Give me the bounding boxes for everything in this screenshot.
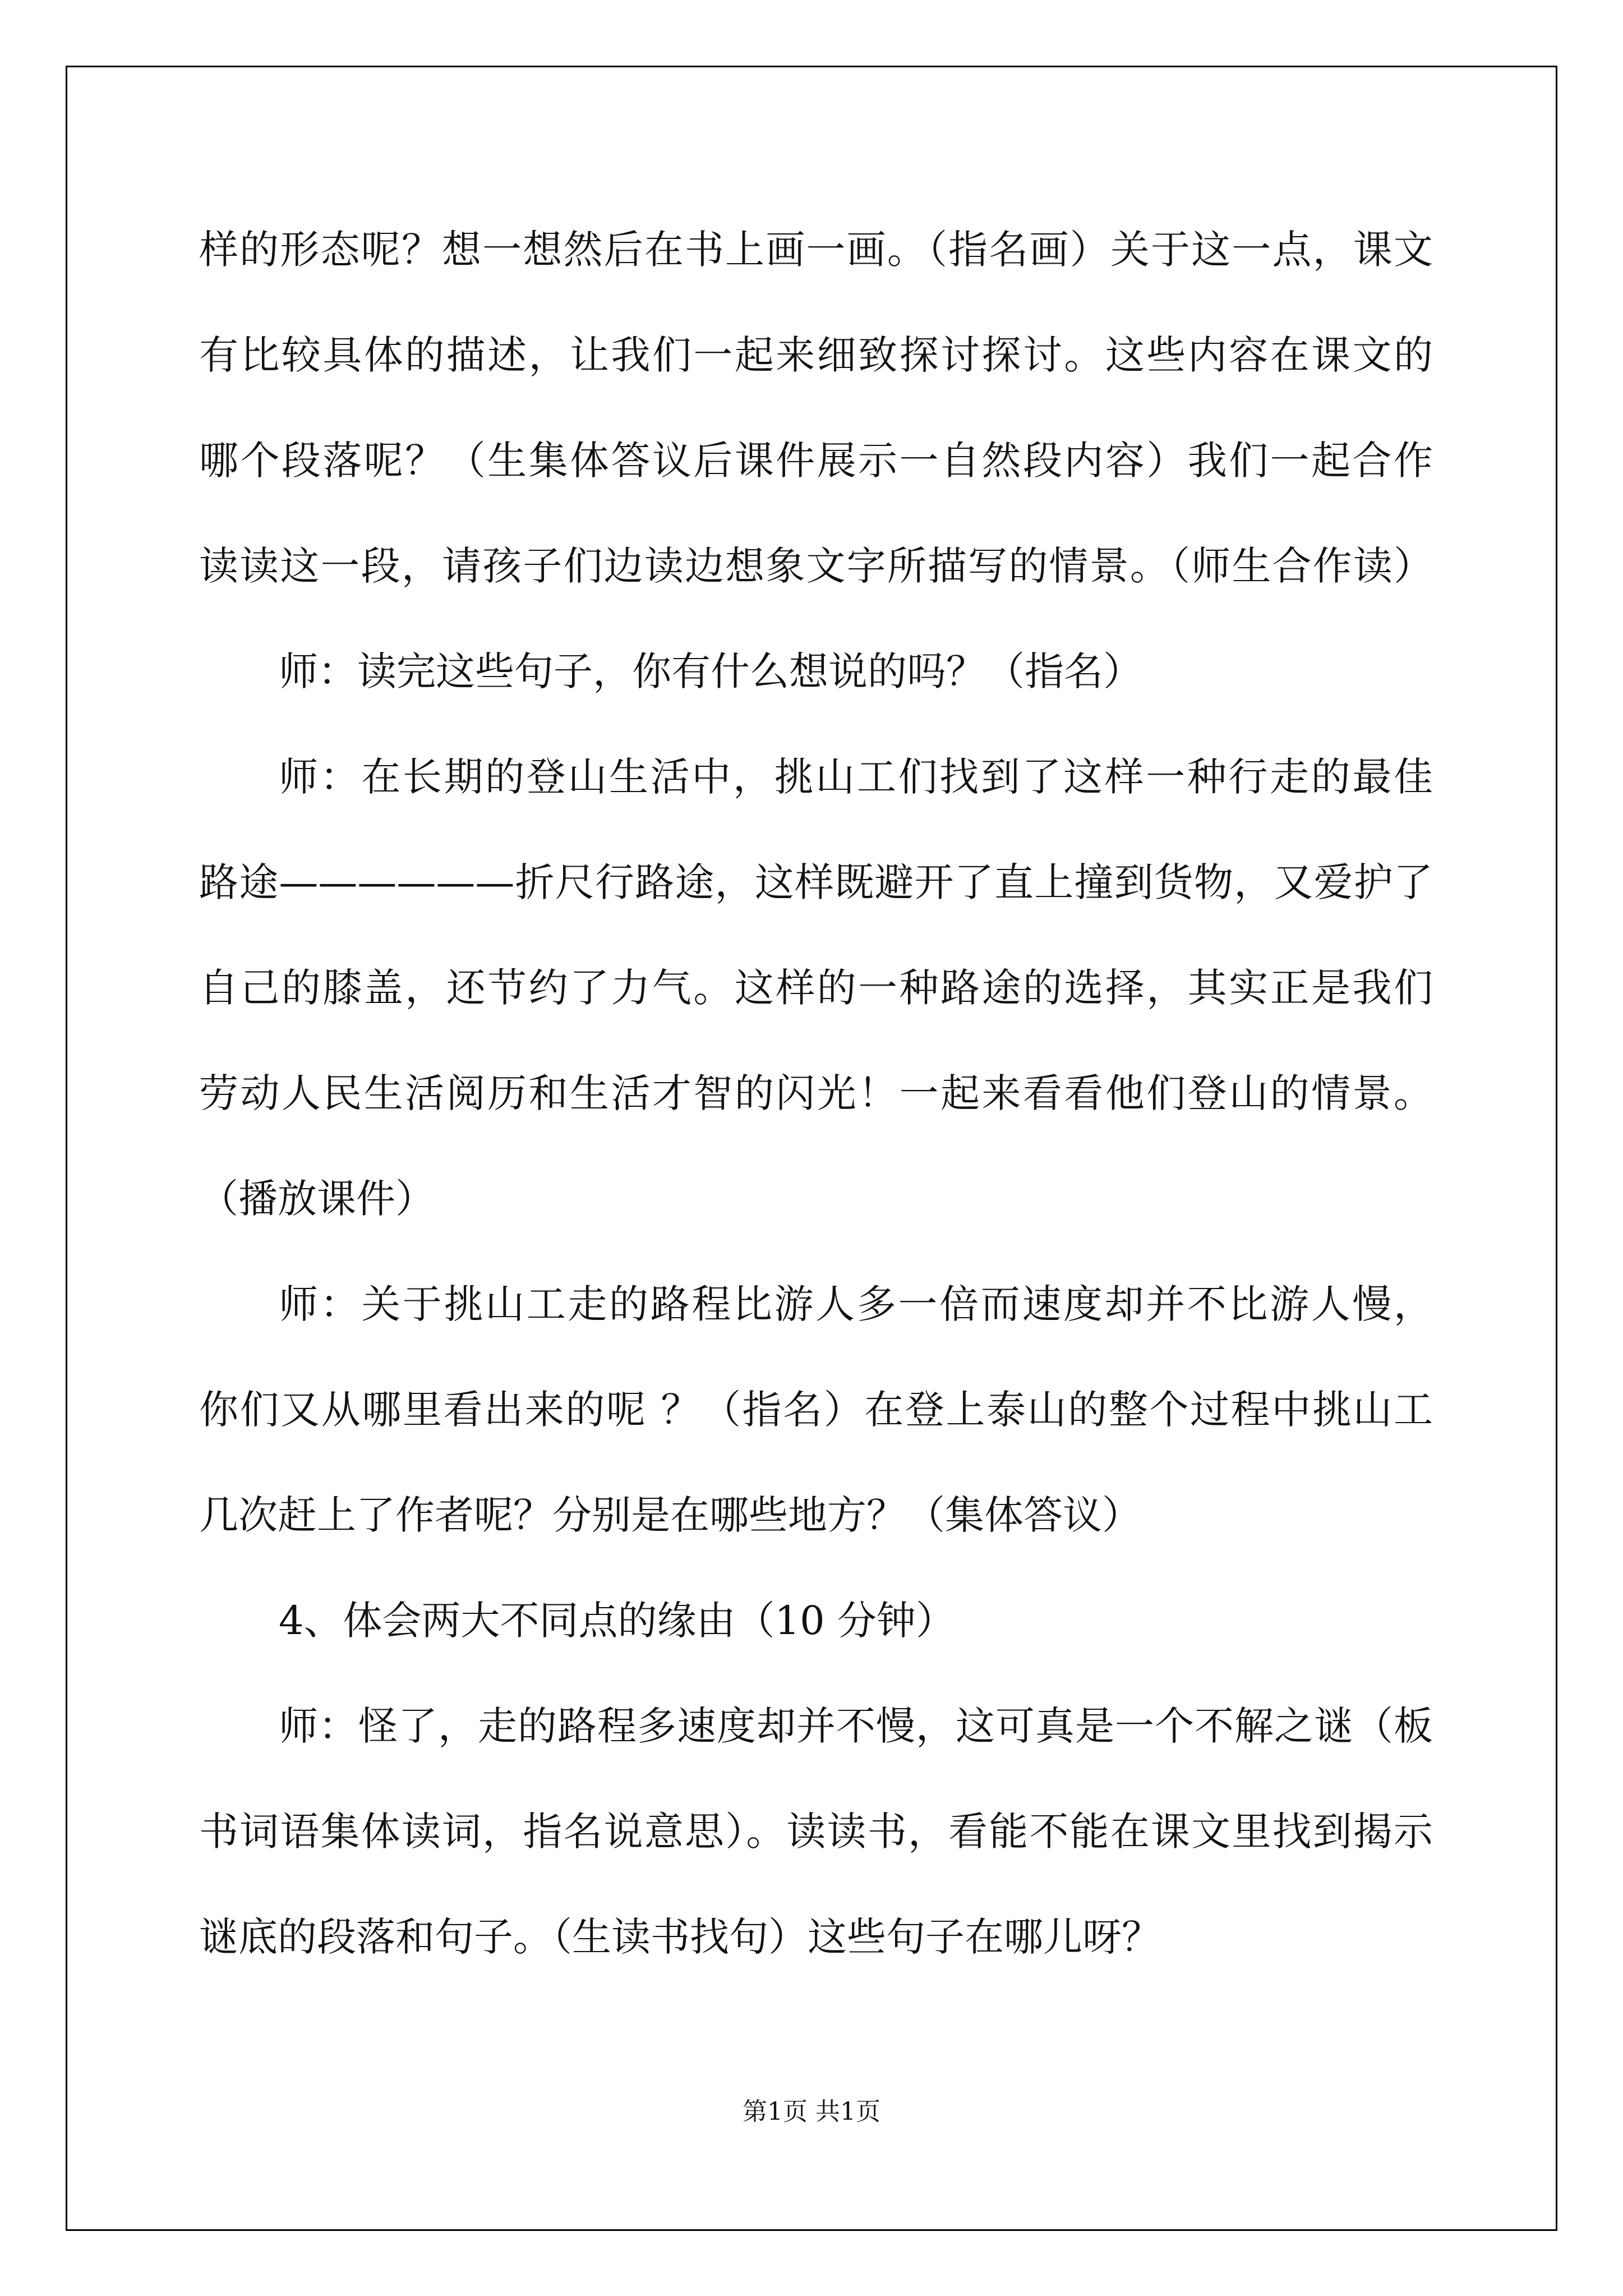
text-line: 样的形态呢？想一想然后在书上画一画。（指名画）关于这一点，课文 [199,227,1433,273]
text-line: 书词语集体读词，指名说意思）。读读书，看能不能在课文里找到揭示 [199,1809,1433,1855]
text-line: 路途——————折尺行路途，这样既避开了直上撞到货物，又爱护了 [199,859,1433,905]
text-line: 有比较具体的描述，让我们一起来细致探讨探讨。这些内容在课文的 [199,332,1433,378]
text-line: （播放课件） [199,1176,435,1222]
text-line: 哪个段落呢？（生集体答议后课件展示一自然段内容）我们一起合作 [199,438,1433,484]
text-line: 自己的膝盖，还节约了力气。这样的一种路途的选择，其实正是我们 [199,965,1433,1011]
page-number: 第1页 共1页 [743,2097,880,2126]
text-line: 你们又从哪里看出来的呢 ？（指名）在登上泰山的整个过程中挑山工 [199,1387,1433,1433]
text-line: 几次赶上了作者呢？分别是在哪些地方？（集体答议） [199,1492,1141,1538]
text-line: 师：怪了，走的路程多速度却并不慢，这可真是一个不解之谜（板 [279,1703,1433,1749]
text-line: 劳动人民生活阅历和生活才智的闪光！一起来看看他们登山的情景。 [199,1070,1433,1116]
text-line: 谜底的段落和句子。（生读书找句）这些句子在哪儿呀？ [199,1914,1161,1960]
text-line: 4、体会两大不同点的缘由（10 分钟） [279,1598,955,1644]
text-line: 读读这一段，请孩子们边读边想象文字所描写的情景。（师生合作读） [199,543,1433,589]
text-line: 师：在长期的登山生活中，挑山工们找到了这样一种行走的最佳 [279,754,1433,800]
text-line: 师：关于挑山工走的路程比游人多一倍而速度却并不比游人慢， [279,1281,1433,1327]
text-line: 师：读完这些句子，你有什么想说的吗？（指名） [279,648,1142,694]
